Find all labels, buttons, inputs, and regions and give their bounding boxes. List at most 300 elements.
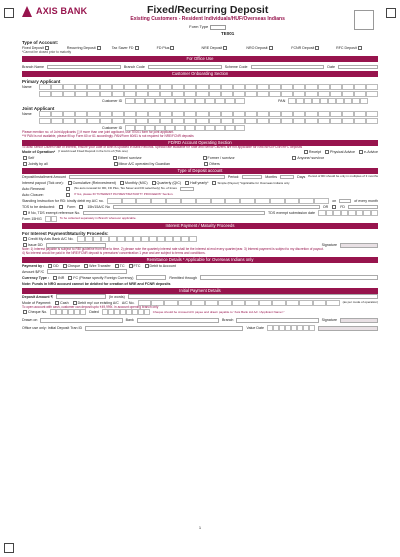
date-field[interactable] bbox=[338, 65, 378, 70]
receipt-checkbox[interactable] bbox=[304, 150, 308, 154]
input-cell[interactable] bbox=[136, 84, 148, 90]
input-cell[interactable] bbox=[342, 111, 354, 117]
input-cell[interactable] bbox=[209, 84, 221, 90]
maturity-signature-box[interactable] bbox=[340, 243, 378, 248]
or-checkbox[interactable] bbox=[332, 205, 336, 209]
renewal-times-field[interactable] bbox=[180, 187, 194, 192]
input-cell[interactable] bbox=[196, 118, 208, 124]
input-cell[interactable] bbox=[133, 236, 141, 242]
input-cell[interactable] bbox=[109, 236, 117, 242]
input-cell[interactable] bbox=[87, 91, 99, 97]
branch-field[interactable] bbox=[236, 318, 318, 323]
account-type-option-label: Tax Saver FD bbox=[111, 46, 134, 51]
receipt-label: Receipt bbox=[308, 150, 322, 155]
input-cell[interactable] bbox=[293, 118, 305, 124]
input-cell[interactable] bbox=[100, 91, 112, 97]
fc-field[interactable] bbox=[136, 275, 166, 280]
input-cell[interactable] bbox=[124, 111, 136, 117]
input-cell[interactable] bbox=[205, 125, 215, 131]
input-cell[interactable] bbox=[209, 111, 221, 117]
input-cell[interactable] bbox=[221, 118, 233, 124]
input-cell[interactable] bbox=[184, 91, 196, 97]
auto-renewal-checkbox[interactable] bbox=[66, 187, 70, 191]
input-cell[interactable] bbox=[270, 198, 285, 204]
input-cell[interactable] bbox=[269, 91, 281, 97]
input-cell[interactable] bbox=[257, 111, 269, 117]
input-cell[interactable] bbox=[225, 198, 240, 204]
cash-note: To open account with cash, customer can deposit upto ₹49,999/- in account opening branch only bbox=[22, 304, 159, 309]
anyone-survivor-checkbox[interactable] bbox=[292, 156, 296, 160]
input-cell[interactable] bbox=[172, 84, 184, 90]
input-cell[interactable] bbox=[77, 236, 85, 242]
input-cell[interactable] bbox=[175, 98, 185, 104]
ftc-checkbox[interactable] bbox=[129, 264, 133, 268]
account-type-option-label: Fixed Deposit bbox=[22, 46, 44, 51]
input-cell[interactable] bbox=[269, 84, 281, 90]
input-cell[interactable] bbox=[235, 98, 245, 104]
tc-checkbox[interactable] bbox=[115, 264, 119, 268]
input-cell[interactable] bbox=[293, 91, 305, 97]
input-cell[interactable] bbox=[318, 210, 326, 216]
input-cell[interactable] bbox=[87, 84, 99, 90]
input-cell[interactable] bbox=[233, 84, 245, 90]
input-cell[interactable] bbox=[245, 84, 257, 90]
input-cell[interactable] bbox=[112, 118, 124, 124]
account-type-option[interactable] bbox=[67, 46, 109, 50]
input-cell[interactable] bbox=[205, 98, 215, 104]
self-checkbox[interactable] bbox=[23, 156, 27, 160]
input-cell[interactable] bbox=[240, 198, 255, 204]
input-cell[interactable] bbox=[221, 111, 233, 117]
input-cell[interactable] bbox=[63, 91, 75, 97]
input-cell[interactable] bbox=[39, 84, 51, 90]
input-cell[interactable] bbox=[215, 98, 225, 104]
input-cell[interactable] bbox=[63, 118, 75, 124]
input-cell[interactable] bbox=[39, 118, 51, 124]
input-cell[interactable] bbox=[51, 118, 63, 124]
input-cell[interactable] bbox=[348, 210, 356, 216]
input-cell[interactable] bbox=[149, 236, 157, 242]
period-field[interactable] bbox=[242, 175, 262, 180]
input-cell[interactable] bbox=[196, 84, 208, 90]
input-cell[interactable] bbox=[184, 118, 196, 124]
account-type-checkbox[interactable] bbox=[269, 46, 273, 50]
payment-by-label: Payment by : bbox=[22, 263, 45, 268]
maturity-note-1: Note: 1) Interest payable is subject to RBI guideline from time to time. 2) please note the quarterly interest rate shall be the interest at end every quarter/year. 3) Interest payment is subject to my discretion of payout. bbox=[22, 247, 324, 252]
cheque-checkbox[interactable] bbox=[63, 264, 67, 268]
credit-account-checkbox[interactable] bbox=[23, 237, 27, 241]
input-cell[interactable] bbox=[371, 210, 379, 216]
account-type-checkbox[interactable] bbox=[170, 46, 174, 50]
branch-name-field[interactable] bbox=[47, 65, 121, 70]
jointly-label: Jointly by all bbox=[28, 162, 48, 167]
input-cell[interactable] bbox=[144, 309, 150, 315]
input-cell[interactable] bbox=[257, 84, 269, 90]
input-cell[interactable] bbox=[148, 118, 160, 124]
in-words-field[interactable] bbox=[128, 294, 378, 299]
input-cell[interactable] bbox=[160, 118, 172, 124]
initial-signature-box[interactable] bbox=[340, 318, 378, 323]
input-cell[interactable] bbox=[157, 236, 165, 242]
input-cell[interactable] bbox=[165, 236, 173, 242]
input-cell[interactable] bbox=[225, 98, 235, 104]
input-cell[interactable] bbox=[305, 91, 317, 97]
input-cell[interactable] bbox=[336, 98, 344, 104]
input-cell[interactable] bbox=[80, 309, 86, 315]
half-yearly-checkbox[interactable] bbox=[185, 181, 189, 185]
input-cell[interactable] bbox=[225, 125, 235, 131]
remitted-through-field[interactable] bbox=[200, 275, 378, 280]
input-cell[interactable] bbox=[184, 84, 196, 90]
primary-pan-cells[interactable] bbox=[288, 98, 368, 104]
input-cell[interactable] bbox=[318, 91, 330, 97]
input-cell[interactable] bbox=[124, 118, 136, 124]
input-cell[interactable] bbox=[196, 91, 208, 97]
input-cell[interactable] bbox=[257, 91, 269, 97]
input-cell[interactable] bbox=[107, 198, 122, 204]
input-cell[interactable] bbox=[136, 91, 148, 97]
input-cell[interactable] bbox=[100, 111, 112, 117]
days-label: Days bbox=[297, 175, 306, 180]
input-cell[interactable] bbox=[281, 91, 293, 97]
input-cell[interactable] bbox=[366, 91, 378, 97]
input-cell[interactable] bbox=[209, 91, 221, 97]
input-cell[interactable] bbox=[318, 118, 330, 124]
input-cell[interactable] bbox=[366, 84, 378, 90]
input-cell[interactable] bbox=[196, 111, 208, 117]
input-cell[interactable] bbox=[165, 98, 175, 104]
initial-ac-no-cells[interactable] bbox=[138, 300, 340, 306]
form15hg-cells[interactable] bbox=[45, 216, 57, 222]
input-cell[interactable] bbox=[124, 91, 136, 97]
input-cell[interactable] bbox=[185, 125, 195, 131]
input-cell[interactable] bbox=[344, 98, 352, 104]
dd-checkbox[interactable] bbox=[48, 264, 52, 268]
input-cell[interactable] bbox=[218, 300, 231, 306]
input-cell[interactable] bbox=[215, 125, 225, 131]
input-cell[interactable] bbox=[136, 118, 148, 124]
fc-checkbox[interactable] bbox=[68, 276, 72, 280]
input-cell[interactable] bbox=[205, 300, 218, 306]
input-cell[interactable] bbox=[305, 84, 317, 90]
input-cell[interactable] bbox=[272, 300, 285, 306]
account-type-checkbox[interactable] bbox=[358, 46, 362, 50]
input-cell[interactable] bbox=[309, 325, 315, 331]
account-type-option[interactable] bbox=[112, 46, 154, 50]
input-cell[interactable] bbox=[296, 98, 304, 104]
form-checkbox[interactable] bbox=[79, 205, 83, 209]
input-cell[interactable] bbox=[39, 111, 51, 117]
input-cell[interactable] bbox=[326, 210, 334, 216]
monthly-checkbox[interactable] bbox=[120, 181, 124, 185]
input-cell[interactable] bbox=[155, 98, 165, 104]
input-cell[interactable] bbox=[245, 300, 258, 306]
input-cell[interactable] bbox=[135, 98, 145, 104]
input-cell[interactable] bbox=[75, 91, 87, 97]
account-type-checkbox[interactable] bbox=[97, 46, 101, 50]
input-cell[interactable] bbox=[221, 84, 233, 90]
input-cell[interactable] bbox=[305, 111, 317, 117]
input-cell[interactable] bbox=[354, 111, 366, 117]
input-cell[interactable] bbox=[39, 91, 51, 97]
input-cell[interactable] bbox=[136, 111, 148, 117]
cheque-no-cells[interactable] bbox=[50, 309, 86, 315]
input-cell[interactable] bbox=[112, 91, 124, 97]
account-type-option[interactable] bbox=[246, 46, 288, 50]
input-cell[interactable] bbox=[293, 84, 305, 90]
input-cell[interactable] bbox=[354, 118, 366, 124]
deposit-amount-field[interactable] bbox=[69, 175, 225, 180]
input-cell[interactable] bbox=[354, 91, 366, 97]
quarterly-checkbox[interactable] bbox=[152, 181, 156, 185]
input-cell[interactable] bbox=[51, 91, 63, 97]
input-cell[interactable] bbox=[255, 198, 270, 204]
input-cell[interactable] bbox=[245, 91, 257, 97]
wire-checkbox[interactable] bbox=[84, 264, 88, 268]
branch-label: Branch bbox=[222, 318, 234, 323]
maturity-heading: For Interest Payment/Maturity Proceeds: bbox=[22, 231, 109, 237]
primary-name-cells-2[interactable] bbox=[39, 91, 378, 97]
input-cell[interactable] bbox=[299, 300, 312, 306]
input-cell[interactable] bbox=[191, 300, 204, 306]
input-cell[interactable] bbox=[356, 210, 364, 216]
input-cell[interactable] bbox=[342, 91, 354, 97]
input-cell[interactable] bbox=[221, 91, 233, 97]
input-cell[interactable] bbox=[363, 210, 371, 216]
input-cell[interactable] bbox=[360, 98, 368, 104]
input-cell[interactable] bbox=[233, 111, 245, 117]
input-cell[interactable] bbox=[148, 111, 160, 117]
input-cell[interactable] bbox=[117, 236, 125, 242]
branch-code-field[interactable] bbox=[148, 65, 222, 70]
input-cell[interactable] bbox=[354, 84, 366, 90]
deposit-amount-rs-field[interactable] bbox=[56, 294, 106, 299]
input-cell[interactable] bbox=[352, 98, 360, 104]
input-cell[interactable] bbox=[160, 111, 172, 117]
input-cell[interactable] bbox=[112, 111, 124, 117]
tds-date-cells[interactable] bbox=[318, 210, 378, 216]
bank-field[interactable] bbox=[137, 318, 219, 323]
input-cell[interactable] bbox=[285, 198, 300, 204]
input-cell[interactable] bbox=[281, 84, 293, 90]
others-checkbox[interactable] bbox=[204, 162, 208, 166]
tran-id-field[interactable] bbox=[85, 326, 243, 331]
input-cell[interactable] bbox=[63, 84, 75, 90]
account-type-option[interactable] bbox=[157, 46, 199, 50]
input-cell[interactable] bbox=[172, 91, 184, 97]
input-cell[interactable] bbox=[148, 84, 160, 90]
input-cell[interactable] bbox=[313, 300, 326, 306]
input-cell[interactable] bbox=[136, 198, 151, 204]
input-cell[interactable] bbox=[299, 198, 314, 204]
input-cell[interactable] bbox=[160, 91, 172, 97]
input-cell[interactable] bbox=[172, 111, 184, 117]
input-cell[interactable] bbox=[326, 300, 339, 306]
input-cell[interactable] bbox=[233, 91, 245, 97]
tds-label: TDS to be deducted: bbox=[22, 205, 55, 210]
input-cell[interactable] bbox=[145, 98, 155, 104]
former-survivor-checkbox[interactable] bbox=[203, 156, 207, 160]
joint-name-cells-2[interactable] bbox=[39, 118, 378, 124]
input-cell[interactable] bbox=[318, 111, 330, 117]
debit-account-checkbox[interactable] bbox=[145, 264, 149, 268]
primary-applicant-heading: Primary Applicant bbox=[22, 78, 61, 84]
input-cell[interactable] bbox=[75, 118, 87, 124]
account-type-option-label: RFC Deposit bbox=[336, 46, 357, 51]
input-cell[interactable] bbox=[305, 118, 317, 124]
input-cell[interactable] bbox=[366, 111, 378, 117]
input-cell[interactable] bbox=[330, 91, 342, 97]
jointly-checkbox[interactable] bbox=[23, 162, 27, 166]
auto-closure-checkbox[interactable] bbox=[66, 193, 70, 197]
input-cell[interactable] bbox=[195, 98, 205, 104]
input-cell[interactable] bbox=[328, 98, 336, 104]
input-cell[interactable] bbox=[185, 98, 195, 104]
input-cell[interactable] bbox=[164, 300, 177, 306]
account-type-checkbox[interactable] bbox=[315, 46, 319, 50]
input-cell[interactable] bbox=[341, 210, 349, 216]
input-cell[interactable] bbox=[51, 84, 63, 90]
input-cell[interactable] bbox=[85, 236, 93, 242]
input-cell[interactable] bbox=[196, 198, 211, 204]
input-cell[interactable] bbox=[173, 236, 181, 242]
input-cell[interactable] bbox=[51, 111, 63, 117]
input-cell[interactable] bbox=[166, 198, 181, 204]
input-cell[interactable] bbox=[51, 216, 57, 222]
input-cell[interactable] bbox=[211, 198, 226, 204]
input-cell[interactable] bbox=[235, 125, 245, 131]
input-cell[interactable] bbox=[124, 84, 136, 90]
form15-no-field[interactable] bbox=[113, 205, 320, 210]
joint-applicant-heading: Joint Applicant bbox=[22, 106, 55, 112]
auto-closure-label: Auto Closure: bbox=[22, 193, 44, 198]
account-type-option[interactable] bbox=[291, 46, 333, 50]
input-cell[interactable] bbox=[87, 111, 99, 117]
input-cell[interactable] bbox=[330, 118, 342, 124]
input-cell[interactable] bbox=[304, 98, 312, 104]
input-cell[interactable] bbox=[101, 236, 109, 242]
value-date-cells[interactable] bbox=[267, 325, 315, 331]
input-cell[interactable] bbox=[269, 111, 281, 117]
input-cell[interactable] bbox=[151, 198, 166, 204]
input-cell[interactable] bbox=[312, 98, 320, 104]
remit-amount-field[interactable] bbox=[47, 269, 127, 274]
input-cell[interactable] bbox=[232, 300, 245, 306]
maturity-signature-label: Signature bbox=[321, 243, 337, 248]
input-cell[interactable] bbox=[178, 300, 191, 306]
input-cell[interactable] bbox=[181, 198, 196, 204]
input-cell[interactable] bbox=[100, 84, 112, 90]
input-cell[interactable] bbox=[333, 210, 341, 216]
physical-advice-checkbox[interactable] bbox=[325, 150, 329, 154]
input-cell[interactable] bbox=[245, 118, 257, 124]
tds-no-checkbox[interactable] bbox=[23, 211, 27, 215]
input-cell[interactable] bbox=[87, 118, 99, 124]
input-cell[interactable] bbox=[63, 111, 75, 117]
account-type-checkbox[interactable] bbox=[223, 46, 227, 50]
e-advice-checkbox[interactable] bbox=[359, 150, 363, 154]
drawn-on-field[interactable] bbox=[40, 318, 122, 323]
input-cell[interactable] bbox=[259, 300, 272, 306]
input-cell[interactable] bbox=[330, 84, 342, 90]
debit-day-field[interactable] bbox=[339, 199, 351, 204]
input-cell[interactable] bbox=[288, 98, 296, 104]
input-cell[interactable] bbox=[342, 84, 354, 90]
input-cell[interactable] bbox=[93, 236, 101, 242]
dated-cells[interactable] bbox=[102, 309, 150, 315]
input-cell[interactable] bbox=[189, 236, 197, 242]
primary-name-cells[interactable] bbox=[39, 84, 378, 90]
joint-name-cells[interactable] bbox=[39, 111, 378, 117]
account-type-option-label: Recurring Deposit bbox=[66, 46, 96, 51]
input-cell[interactable] bbox=[184, 111, 196, 117]
simple-checkbox[interactable] bbox=[212, 181, 216, 185]
input-cell[interactable] bbox=[172, 118, 184, 124]
input-cell[interactable] bbox=[175, 125, 185, 131]
input-cell[interactable] bbox=[112, 84, 124, 90]
input-cell[interactable] bbox=[75, 111, 87, 117]
input-cell[interactable] bbox=[75, 84, 87, 90]
input-cell[interactable] bbox=[100, 118, 112, 124]
cumulative-checkbox[interactable] bbox=[68, 181, 72, 185]
input-cell[interactable] bbox=[122, 198, 137, 204]
minor-checkbox[interactable] bbox=[114, 162, 118, 166]
tds-exempt-field[interactable] bbox=[83, 211, 265, 216]
input-cell[interactable] bbox=[160, 84, 172, 90]
inr-checkbox[interactable] bbox=[53, 276, 57, 280]
input-cell[interactable] bbox=[233, 118, 245, 124]
input-cell[interactable] bbox=[257, 118, 269, 124]
account-type-option[interactable] bbox=[202, 46, 244, 50]
cheque-no-checkbox[interactable] bbox=[23, 310, 27, 314]
fd-field[interactable] bbox=[348, 205, 378, 210]
account-type-option[interactable] bbox=[336, 46, 378, 50]
scheme-code-field[interactable] bbox=[251, 65, 325, 70]
either-survivor-checkbox[interactable] bbox=[113, 156, 117, 160]
months-field[interactable] bbox=[280, 175, 294, 180]
standing-account-cells[interactable] bbox=[107, 198, 330, 204]
input-cell[interactable] bbox=[269, 118, 281, 124]
office-signature-box[interactable] bbox=[318, 326, 378, 331]
tds-yes-checkbox[interactable] bbox=[59, 205, 63, 209]
account-type-checkbox[interactable] bbox=[135, 46, 139, 50]
input-cell[interactable] bbox=[281, 118, 293, 124]
input-cell[interactable] bbox=[148, 91, 160, 97]
input-cell[interactable] bbox=[318, 84, 330, 90]
input-cell[interactable] bbox=[293, 111, 305, 117]
credit-account-cells[interactable] bbox=[77, 236, 197, 242]
input-cell[interactable] bbox=[314, 198, 329, 204]
input-cell[interactable] bbox=[125, 98, 135, 104]
input-cell[interactable] bbox=[342, 118, 354, 124]
branch-code-label: Branch Code bbox=[123, 64, 145, 69]
input-cell[interactable] bbox=[286, 300, 299, 306]
primary-customer-id-cells[interactable] bbox=[125, 98, 245, 104]
input-cell[interactable] bbox=[281, 111, 293, 117]
input-cell[interactable] bbox=[209, 118, 221, 124]
form-type-input[interactable] bbox=[210, 25, 226, 30]
input-cell[interactable] bbox=[366, 118, 378, 124]
input-cell[interactable] bbox=[181, 236, 189, 242]
input-cell[interactable] bbox=[245, 111, 257, 117]
input-cell[interactable] bbox=[195, 125, 205, 131]
input-cell[interactable] bbox=[141, 236, 149, 242]
input-cell[interactable] bbox=[330, 111, 342, 117]
maturity-bar: Interest Payment / Maturity Proceeds bbox=[22, 223, 378, 229]
input-cell[interactable] bbox=[320, 98, 328, 104]
account-type-option-label: NRO Deposit bbox=[246, 46, 268, 51]
input-cell[interactable] bbox=[125, 236, 133, 242]
